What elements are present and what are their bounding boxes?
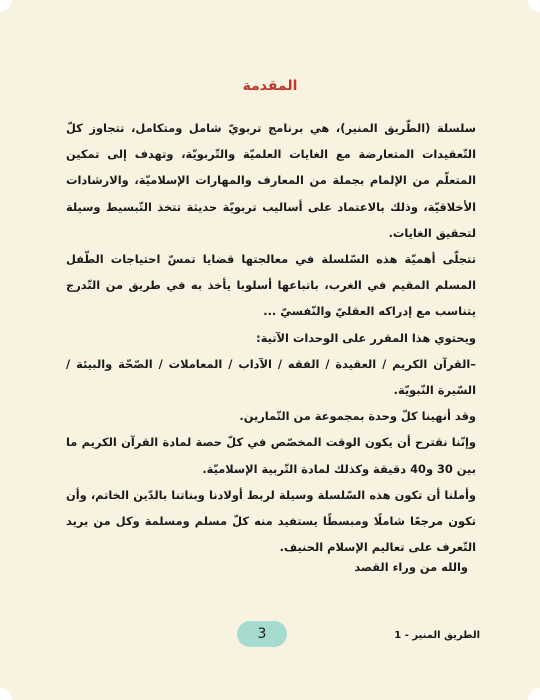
page-corner (0, 0, 12, 12)
closing-phrase: والله من وراء القصد (354, 560, 468, 574)
introduction-body (66, 115, 476, 560)
paragraph-series-description: سلسلة (الطّريق المنير)، هي برنامج تربويّ شامل ومتكامل، تتجاوز كلّ التّعقيدات المتعارضة مع الغايات العلميّة والتّربويّة، وتهدف إلى تمكين المتعلّم من الإلمام بجملة من المعارف والمهارات الإسلاميّة، والارشادات الأخلاقيّة، وذلك بالاعتماد على أساليب تربويّة حديثة تتخذ التّبسيط وسيلة لتحقيق الغايات. (66, 121, 476, 240)
page-corner (0, 688, 12, 700)
paragraph-importance: تتجلّى أهميّة هذه السّلسلة في معالجتها قضايا تمسّ احتياجات الطّفل المسلم المقيم في الغرب، باتباعها أسلوبا يأخذ به في طريق من التّدرج يتناسب مع إدراكه العقليّ والنّفسيّ ... (66, 252, 476, 319)
page-number: 3 (257, 626, 267, 642)
book-title-footer: الطريق المنير - 1 (394, 630, 480, 641)
paragraph-hope: وأملنا أن تكون هذه السّلسلة وسيلة لربط أولادنا وبناتنا بالدّين الخاتم، وأن تكون مرجعًا شاملًا ومبسطًا يستفيد منه كلّ مسلم ومسلمة وكل من يريد التّعرف على تعاليم الإسلام الحنيف. (66, 487, 476, 555)
page-corner (528, 0, 540, 12)
page-corner (528, 688, 540, 700)
page-number-badge (237, 621, 287, 647)
paragraph-exercises: وقد أنهينا كلّ وحدة بمجموعة من التّمارين. (239, 409, 476, 424)
paragraph-time-suggestion: وإنّنا نقترح أن يكون الوقت المخصّص في كلّ حصة لمادة القرآن الكريم ما بين 30 و40 دقيقة وكذلك لمادة التّربية الإسلاميّة. (66, 435, 476, 476)
paragraph-units-intro: ويحتوي هذا المقرر على الوحدات الآتية: (256, 330, 476, 345)
page-title: المقدمة (242, 78, 298, 94)
paragraph-units-list: –القرآن الكريم / العقيدة / الفقه / الآداب / المعاملات / الصّحّة والبيئة / السّيرة النّبويّة. (66, 356, 476, 398)
